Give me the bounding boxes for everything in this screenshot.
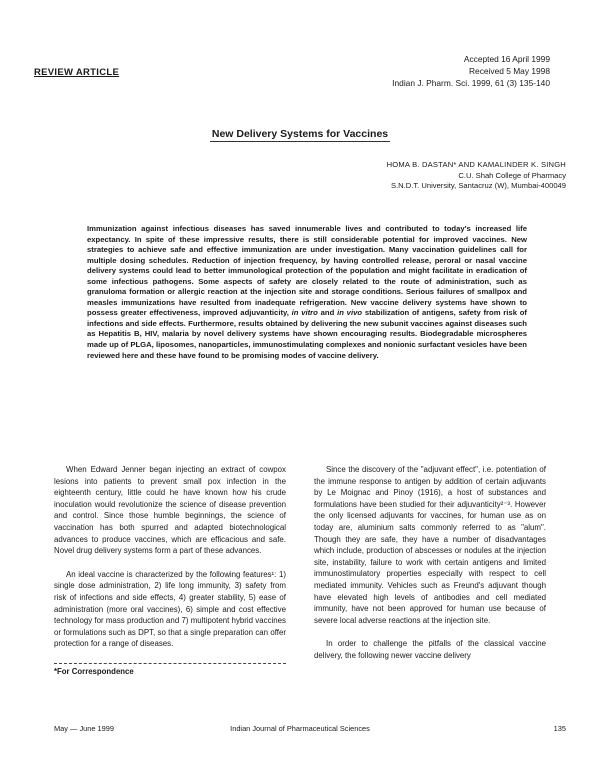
accepted-date: Accepted 16 April 1999 — [463, 54, 550, 64]
abstract — [87, 224, 527, 361]
right-column — [314, 464, 546, 662]
article-title: New Delivery Systems for Vaccines — [211, 128, 389, 140]
received-date: Received 5 May 1998 — [468, 66, 550, 76]
left-paragraph-2: An ideal vaccine is characterized by the following features¹: 1) single dose administration, 2) life long immunity, 3) safety from risk of infections and side effects, 4) greater stability, 5) ease of administration (more oral vaccines), 6) simple and cost effective technology for mass production and 7) multipotent hybrid vaccines or formulations such as DPT, so that a single preparation can offer protection for a range of diseases. — [54, 569, 286, 649]
article-title-block — [0, 128, 600, 140]
abstract-italic-in-vitro: in vitro — [291, 308, 318, 318]
abstract-text-3: stabilization of antigens, safety from risk of infections and side effects. Furthermore, results obtained by delivering the new subunit vaccines against diseases such as Hepatitis B, HIV, malaria by novel delivery systems have shown encouraging results. Biodegradable microspheres made up of PLGA, liposomes, nanoparticles, immunostimulating complexes and nonionic surfactant vesicles have been reviewed here and these have found to be promising modes of vaccine delivery. — [87, 308, 527, 360]
footer-journal: Indian Journal of Pharmaceutical Sciences — [230, 724, 370, 733]
left-paragraph-1: When Edward Jenner began injecting an extract of cowpox lesions into patients to prevent small pox infection in the eighteenth century, little could he have known how his crude inoculation would revolutionize the science of disease prevention and control. Since those humble beginnings, the science of vaccination has both spurred and adapted biotechnological advances to produce vaccines, which are efficacious and safe. Novel drug delivery systems form a part of these advances. — [54, 465, 286, 556]
footer-date: May — June 1999 — [54, 724, 114, 733]
journal-citation: Indian J. Pharm. Sci. 1999, 61 (3) 135-140 — [392, 78, 550, 88]
left-column — [54, 464, 286, 650]
affiliation-university: S.N.D.T. University, Santacruz (W), Mumbai-400049 — [391, 181, 566, 190]
footnote-divider — [54, 663, 286, 664]
abstract-italic-in-vivo: in vivo — [337, 308, 363, 318]
affiliation-college: C.U. Shah College of Pharmacy — [458, 170, 566, 180]
author-block — [387, 160, 566, 192]
abstract-text-2: and — [320, 308, 335, 318]
section-label: REVIEW ARTICLE — [34, 67, 120, 78]
publication-info — [392, 53, 550, 89]
page-number: 135 — [553, 724, 566, 733]
right-paragraph-2: In order to challenge the pitfalls of the classical vaccine delivery, the following newer vaccine delivery — [314, 639, 546, 660]
right-paragraph-1: Since the discovery of the "adjuvant effect", i.e. potentiation of the immune response to antigen by addition of certain adjuvants by Le Moignac and Pinoy (1916), a host of substances and formulations have been studied for their adjuvanticity²⁻³. However the only licensed adjuvants for vaccines, for human use as on today are, aluminium salts commonly referred to as "alum". Though they are safe, they have a number of disadvantages which include, production of abscesses or nodules at the injection site, instability, failure to work with certain antigens and limited immunostimulatory properties especially with respect to cell mediated immunity. Vehicles such as Freund's adjuvant though have elevated high levels of antibodies and cell mediated immunity, have not been approved for human use because of severe local adverse reactions at the injection site. — [314, 465, 546, 625]
abstract-text-1: Immunization against infectious diseases has saved innumerable lives and contributed to today's increased life expectancy. In spite of these impressive results, there is still considerable potential for improved vaccines. New strategies to achieve safe and effective immunization are under investigation. Many vaccination guidelines call for multiple dosing schedules. Reduction of injection frequency, by having controlled release, peroral or nasal vaccine delivery systems could lead to better immunological protection of the population and might facilitate in eradication of some infectious pathogens. Some aspects of safety are closely related to the route of administration, such as granuloma formation or allergic reaction at the injection site and storage conditions. Serious failures of smallpox and measles immunizations have resulted from inadequate refrigeration. New vaccine delivery systems have shown to possess greater effectiveness, improved adjuvanticity, — [87, 224, 527, 318]
author-names: HOMA B. DASTAN* AND KAMALINDER K. SINGH — [386, 160, 566, 169]
correspondence-footnote: *For Correspondence — [54, 667, 134, 676]
